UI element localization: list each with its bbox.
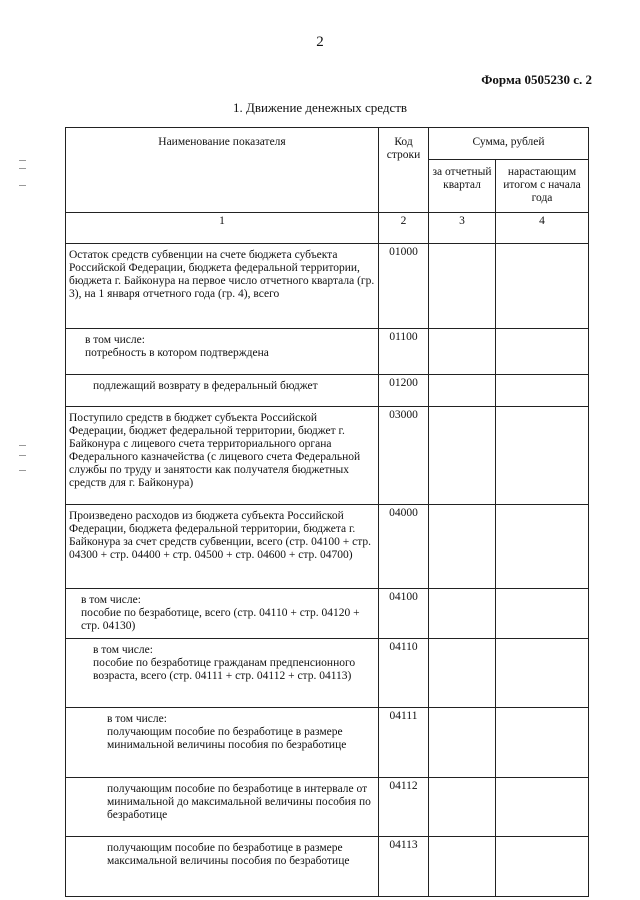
cell-cumulative-value[interactable] — [496, 244, 589, 329]
row-name-line: получающим пособие по безработице в размере минимальной величины пособия по безработице — [107, 726, 347, 751]
row-name-line: потребность в котором подтверждена — [85, 347, 269, 359]
row-name — [66, 505, 379, 589]
cell-period-value[interactable] — [429, 329, 496, 375]
cell-cumulative-value[interactable] — [496, 589, 589, 639]
cell-period-value[interactable] — [429, 407, 496, 505]
row-name — [66, 407, 379, 505]
header-sum: Сумма, рублей — [429, 128, 589, 160]
table-row — [66, 329, 589, 375]
margin-mark — [19, 445, 26, 446]
row-name-line: получающим пособие по безработице в интервале от минимальной до максимальной величины пособия по безработице — [107, 783, 371, 821]
table-row — [66, 505, 589, 589]
margin-mark — [19, 185, 26, 186]
table-row — [66, 589, 589, 639]
table-row — [66, 375, 589, 407]
cell-cumulative-value[interactable] — [496, 837, 589, 897]
row-name — [66, 589, 379, 639]
margin-mark — [19, 160, 26, 161]
table-row — [66, 244, 589, 329]
cell-cumulative-value[interactable] — [496, 505, 589, 589]
row-code: 04100 — [379, 589, 429, 639]
row-name-line: в том числе: — [107, 713, 167, 725]
cell-period-value[interactable] — [429, 708, 496, 778]
column-numbers-row — [66, 213, 589, 244]
row-name-line: в том числе: — [85, 334, 145, 346]
row-name-line: подлежащий возврату в федеральный бюджет — [93, 380, 318, 392]
table-row — [66, 708, 589, 778]
row-name — [66, 837, 379, 897]
cash-flow-table — [65, 127, 589, 897]
table-row — [66, 407, 589, 505]
row-code: 04000 — [379, 505, 429, 589]
row-code: 01200 — [379, 375, 429, 407]
table-row — [66, 837, 589, 897]
cell-cumulative-value[interactable] — [496, 329, 589, 375]
cell-period-value[interactable] — [429, 778, 496, 837]
header-row — [66, 128, 589, 160]
row-name-line: пособие по безработице, всего (стр. 04110 + стр. 04120 + стр. 04130) — [81, 607, 360, 632]
cell-period-value[interactable] — [429, 244, 496, 329]
row-name-line: получающим пособие по безработице в размере максимальной величины пособия по безработице — [107, 842, 350, 867]
cell-period-value[interactable] — [429, 837, 496, 897]
column-number: 3 — [429, 213, 496, 244]
column-number: 2 — [379, 213, 429, 244]
section-title: 1. Движение денежных средств — [232, 100, 408, 115]
row-name — [66, 778, 379, 837]
row-name — [66, 375, 379, 407]
column-number: 4 — [496, 213, 589, 244]
row-name — [66, 244, 379, 329]
page-number: 2 — [316, 34, 324, 50]
row-name — [66, 329, 379, 375]
column-number: 1 — [66, 213, 379, 244]
cell-cumulative-value[interactable] — [496, 778, 589, 837]
row-name — [66, 639, 379, 708]
row-name-line: Остаток средств субвенции на счете бюджета субъекта Российской Федерации, бюджета федеральной территории, бюджета г. Байконура на первое число отчетного квартала (гр. 3), на 1 января отчетного года (гр. 4), всего — [69, 249, 375, 300]
row-name-line: пособие по безработице гражданам предпенсионного возраста, всего (стр. 04111 + стр. 04112 + стр. 04113) — [93, 657, 356, 682]
header-code: Код строки — [379, 128, 429, 213]
form-code: Форма 0505230 с. 2 — [481, 72, 592, 87]
cell-cumulative-value[interactable] — [496, 639, 589, 708]
row-name-line: в том числе: — [81, 594, 141, 606]
header-period: за отчетный квартал — [429, 160, 496, 213]
row-code: 04110 — [379, 639, 429, 708]
cell-period-value[interactable] — [429, 375, 496, 407]
cell-period-value[interactable] — [429, 589, 496, 639]
header-cumulative: нарастающим итогом с начала года — [496, 160, 589, 213]
row-code: 03000 — [379, 407, 429, 505]
row-name-line: Произведено расходов из бюджета субъекта Российской Федерации, бюджета федеральной территории, бюджета г. Байконура за счет средств субвенции, всего (стр. 04100 + стр. 04300 + стр. 04400 + стр. 04500 + стр. 04600 + стр. 04700) — [69, 510, 372, 561]
cell-period-value[interactable] — [429, 639, 496, 708]
header-name: Наименование показателя — [66, 128, 379, 213]
cell-period-value[interactable] — [429, 505, 496, 589]
row-name-line: Поступило средств в бюджет субъекта Российской Федерации, бюджет федеральной территории, бюджет г. Байконура с лицевого счета территориального органа Федерального казначейства (с лицевого счета Федеральной службы по труду и занятости как получателя бюджетных средств для г. Байконура) — [69, 412, 361, 489]
cell-cumulative-value[interactable] — [496, 375, 589, 407]
row-code: 01100 — [379, 329, 429, 375]
margin-mark — [19, 455, 26, 456]
cell-cumulative-value[interactable] — [496, 708, 589, 778]
cell-cumulative-value[interactable] — [496, 407, 589, 505]
row-name — [66, 708, 379, 778]
row-code: 01000 — [379, 244, 429, 329]
table-row — [66, 639, 589, 708]
margin-mark — [19, 168, 26, 169]
row-code: 04113 — [379, 837, 429, 897]
margin-mark — [19, 470, 26, 471]
table-row — [66, 778, 589, 837]
row-code: 04111 — [379, 708, 429, 778]
row-name-line: в том числе: — [93, 644, 153, 656]
row-code: 04112 — [379, 778, 429, 837]
